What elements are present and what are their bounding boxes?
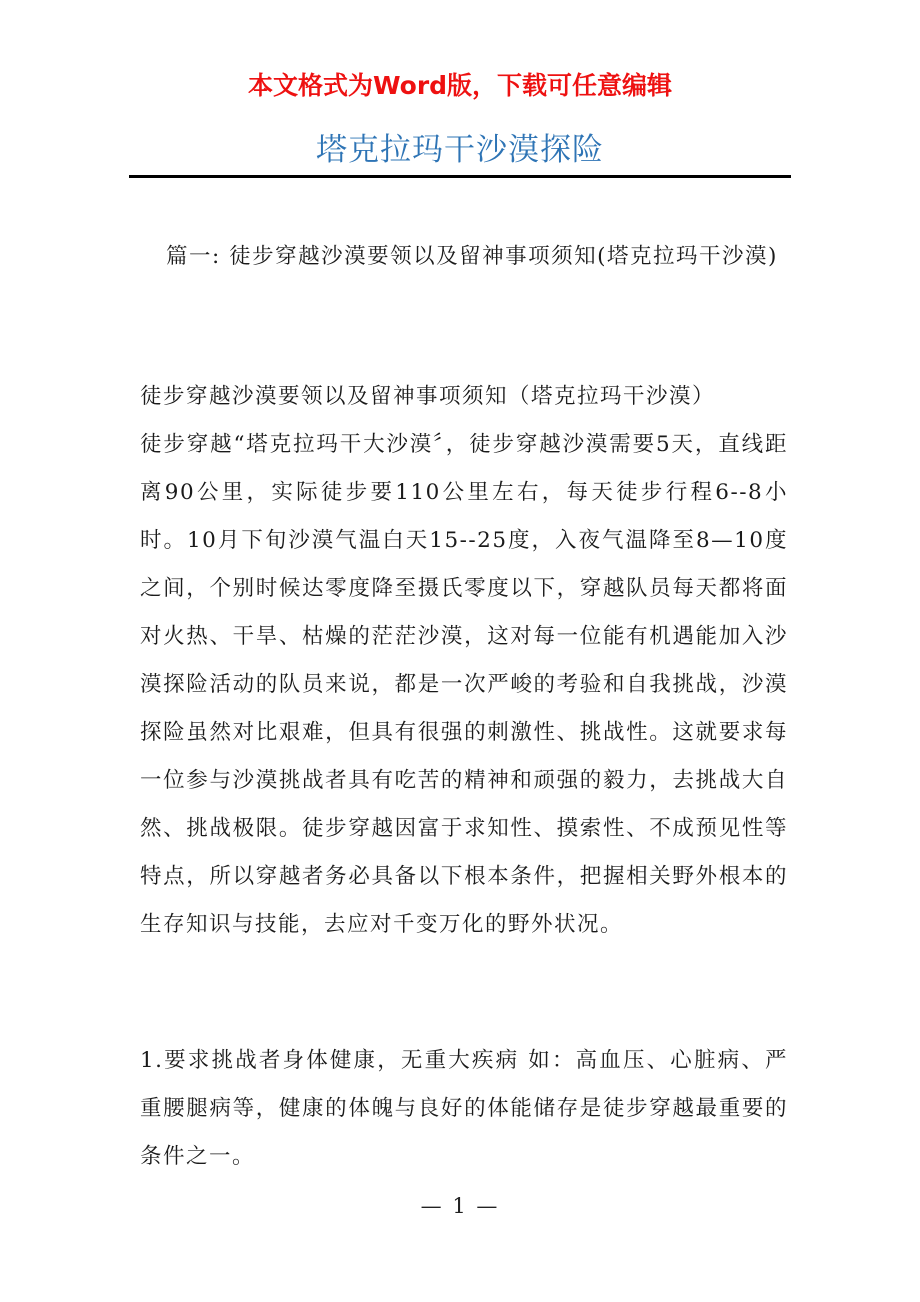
word-format-notice: 本文格式为Word版，下载可任意编辑 [247,71,673,100]
page-number: — 1 — [420,1194,500,1218]
intro-title: 徒步穿越沙漠要领以及留神事项须知（塔克拉玛干沙漠） [140,384,716,409]
header-divider [129,175,791,178]
intro-section [140,373,788,949]
intro-paragraph: 徒步穿越“塔克拉玛干大沙漠〞，徒步穿越沙漠需要5天，直线距离90公里，实际徒步要110公里左右，每天徒步行程6--8小时。10月下旬沙漠气温白天15--25度，入夜气温降至8—10度之间，个别时候达零度降至摄氏零度以下，穿越队员每天都将面对火热、干旱、枯燥的茫茫沙漠，这对每一位能有机遇能加入沙漠探险活动的队员来说，都是一次严峻的考验和自我挑战，沙漠探险虽然对比艰难，但具有很强的刺激性、挑战性。这就要求每一位参与沙漠挑战者具有吃苦的精神和顽强的毅力，去挑战大自然、挑战极限。徒步穿越因富于求知性、摸索性、不成预见性等特点，所以穿越者务必具备以下根本条件，把握相关野外根本的生存知识与技能，去应对千变万化的野外状况。 [140,432,788,937]
section-heading-text: 篇一: 徒步穿越沙漠要领以及留神事项须知(塔克拉玛干沙漠) [166,244,778,269]
document-title: 塔克拉玛干沙漠探险 [316,132,604,168]
requirement-item: 1.要求挑战者身体健康，无重大疾病 如：高血压、心脏病、严重腰腿病等，健康的体魄与良好的体能储存是徒步穿越最重要的条件之一。 [140,1048,788,1169]
section-heading [140,233,788,281]
requirement-list [140,1037,788,1181]
